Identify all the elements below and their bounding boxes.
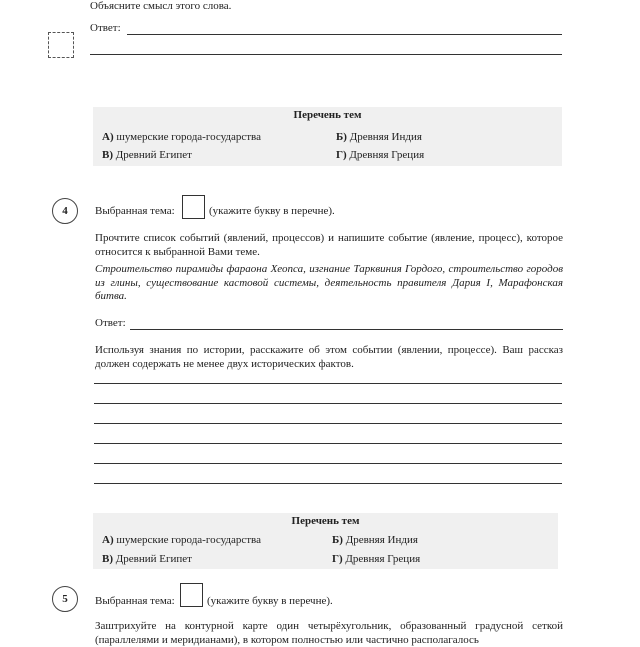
topic-letter-input[interactable] [182,195,205,219]
topic-v: В) Древний Египет [102,149,192,161]
topic-a: А) шумерские города-государства [102,534,261,546]
story-line[interactable] [94,403,562,404]
answer-label: Ответ: [95,317,126,329]
answer-line[interactable] [127,34,562,35]
task-text: Заштрихуйте на контурной карте один четырёхугольник, образованный градусной сеткой (параллелями и меридианами), в котором полностью или частично располагалось [95,620,563,646]
topic-g: Г) Древняя Греция [332,553,421,565]
story-line[interactable] [94,383,562,384]
topics-table [93,513,558,569]
hint-text: (укажите букву в перечне). [209,205,335,217]
topics-table [93,107,562,166]
story-line[interactable] [94,463,562,464]
chosen-topic-label: Выбранная тема: [95,595,175,607]
answer-line[interactable] [90,54,562,55]
topic-letter-input[interactable] [180,583,203,607]
hint-text: (укажите букву в перечне). [207,595,333,607]
task-text: Прочтите список событий (явлений, процессов) и напишите событие (явление, процесс), которое относится к выбранной Вами теме. [95,232,563,258]
topic-b: Б) Древняя Индия [336,131,422,143]
score-box [48,32,74,58]
story-line[interactable] [94,423,562,424]
topics-title: Перечень тем [291,515,360,527]
topic-g: Г) Древняя Греция [336,149,425,161]
answer-line[interactable] [130,329,563,330]
question-number: 4 [52,198,78,224]
topic-b: Б) Древняя Индия [332,534,418,546]
topics-title: Перечень тем [293,109,362,121]
instruction-text: Объясните смысл этого слова. [90,0,232,12]
topic-a: А) шумерские города-государства [102,131,261,143]
story-line[interactable] [94,443,562,444]
task2-text: Используя знания по истории, расскажите об этом событии (явлении, процессе). Ваш рассказ должен содержать не менее двух исторических фактов. [95,344,563,370]
chosen-topic-label: Выбранная тема: [95,205,175,217]
question-number: 5 [52,586,78,612]
events-list: Строительство пирамиды фараона Хеопса, изгнание Тарквиния Гордого, строительство городов из глины, существование кастовой системы, деятельность правителя Дария I, Марафонская битва. [95,263,563,302]
answer-label: Ответ: [90,22,121,34]
topic-v: В) Древний Египет [102,553,192,565]
story-line[interactable] [94,483,562,484]
